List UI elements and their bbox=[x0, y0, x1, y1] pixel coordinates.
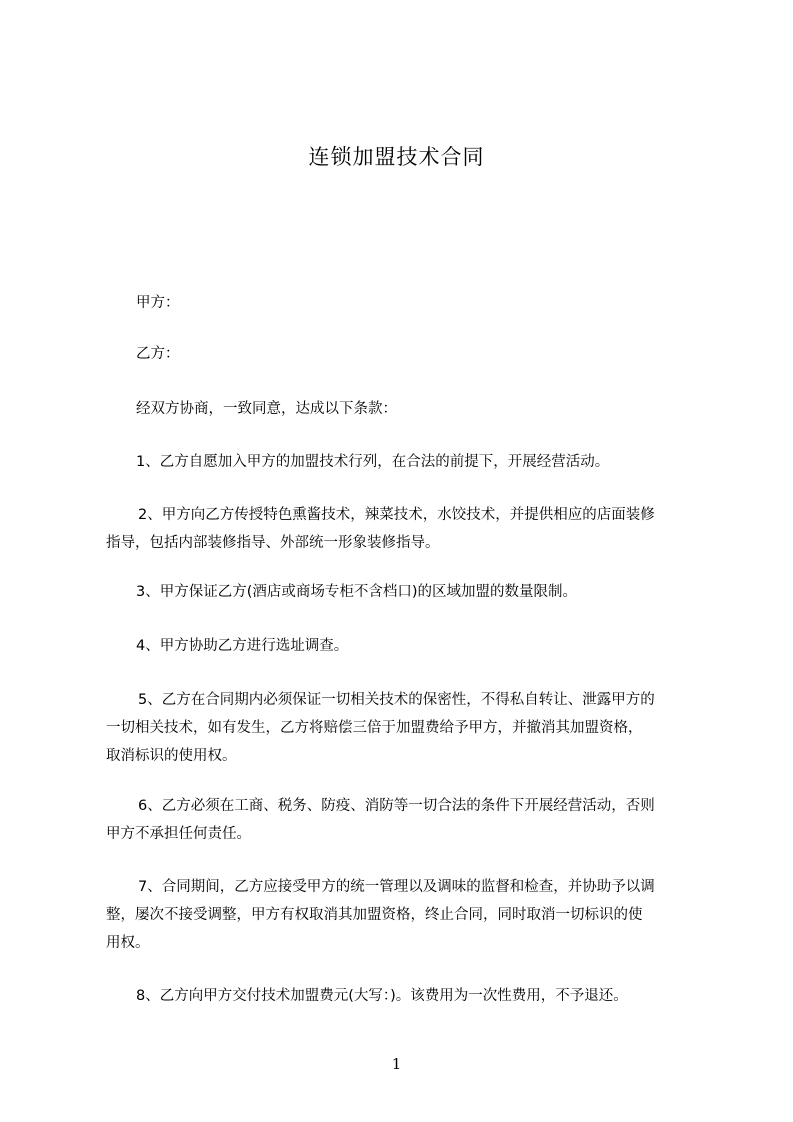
clause-5-line-3: 取消标识的使用权。 bbox=[106, 748, 237, 764]
clause-8-line-1: 8、乙方向甲方交付技术加盟费元(大写：)。该费用为一次性费用，不予退还。 bbox=[136, 988, 628, 1004]
clause-7-line-2: 整，屡次不接受调整，甲方有权取消其加盟资格，终止合同，同时取消一切标识的使 bbox=[106, 907, 643, 923]
clause-7-line-1: 7、合同期间，乙方应接受甲方的统一管理以及调味的监督和检查，并协助予以调 bbox=[138, 879, 655, 895]
document-title: 连锁加盟技术合同 bbox=[308, 145, 485, 169]
clause-5-line-1: 5、乙方在合同期内必须保证一切相关技术的保密性，不得私自转让、泄露甲方的 bbox=[138, 692, 655, 708]
clause-6-line-1: 6、乙方必须在工商、税务、防疫、消防等一切合法的条件下开展经营活动，否则 bbox=[138, 798, 655, 814]
party-b-label: 乙方： bbox=[136, 346, 180, 362]
clause-3-line-1: 3、甲方保证乙方(酒店或商场专柜不含档口)的区域加盟的数量限制。 bbox=[136, 584, 578, 600]
clause-4-line-1: 4、甲方协助乙方进行选址调查。 bbox=[136, 638, 349, 654]
clause-1-line-1: 1、乙方自愿加入甲方的加盟技术行列，在合法的前提下，开展经营活动。 bbox=[136, 454, 610, 470]
clause-2-line-2: 指导，包括内部装修指导、外部统一形象装修指导。 bbox=[106, 535, 440, 551]
intro-text: 经双方协商，一致同意，达成以下条款： bbox=[136, 401, 397, 417]
clause-5-line-2: 一切相关技术，如有发生，乙方将赔偿三倍于加盟费给予甲方，并撤消其加盟资格， bbox=[106, 720, 643, 736]
page-number: 1 bbox=[391, 1055, 402, 1073]
clause-7-line-3: 用权。 bbox=[106, 935, 150, 951]
clause-2-line-1: 2、甲方向乙方传授特色熏酱技术，辣菜技术，水饺技术，并提供相应的店面装修 bbox=[138, 507, 655, 523]
party-a-label: 甲方： bbox=[136, 295, 180, 311]
clause-6-line-2: 甲方不承担任何责任。 bbox=[106, 826, 251, 842]
